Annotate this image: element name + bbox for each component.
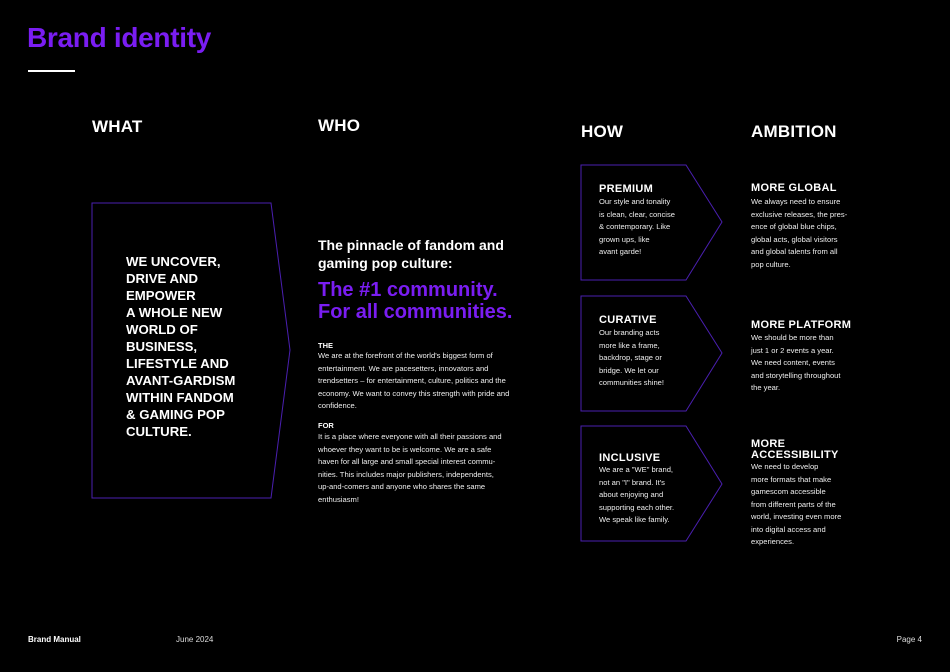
how-inclusive-text: We are a "WE" brand, not an "I" brand. It's about enjoying and supporting each other. We speak like family. [599, 465, 675, 524]
who-headline: The #1 community. For all communities. [318, 279, 513, 323]
ambition-platform-text: We should be more than just 1 or 2 events a year. We need content, events and storytelling throughout the year. [751, 333, 841, 392]
who-for-text: It is a place where everyone with all their passions and whoever they want to be is welcome. We are a safe haven for all large and small special interest commu- nities. This includes major publishers, independents, up-and-comers and anyone who shares the same enthusiasm! [318, 432, 502, 504]
how-curative-title: CURATIVE [599, 314, 657, 326]
footer-page-number: Page 4 [896, 635, 922, 644]
how-premium-text: Our style and tonality is clean, clear, concise & contemporary. Like grown ups, like avant garde! [599, 197, 675, 256]
what-statement: WE UNCOVER, DRIVE AND EMPOWER A WHOLE NEW WORLD OF BUSINESS, LIFESTYLE AND AVANT-GARDISM WITHIN FANDOM & GAMING POP CULTURE. [126, 254, 236, 439]
who-the-label: THE [318, 341, 333, 350]
ambition-accessibility-title: MORE ACCESSIBILITY [751, 438, 839, 461]
column-heading-who: WHO [318, 116, 361, 135]
ambition-global-title: MORE GLOBAL [751, 182, 837, 194]
who-lead: The pinnacle of fandom and gaming pop culture: [318, 237, 504, 271]
who-for-label: FOR [318, 421, 334, 430]
ambition-accessibility-text: We need to develop more formats that make gamescom accessible from different parts of the world, investing even more into digital access and experiences. [751, 462, 842, 546]
how-premium-title: PREMIUM [599, 183, 654, 195]
column-heading-how: HOW [581, 122, 624, 141]
ambition-platform-title: MORE PLATFORM [751, 319, 852, 331]
how-inclusive-title: INCLUSIVE [599, 452, 661, 464]
who-the-text: We are at the forefront of the world's biggest form of entertainment. We are pacesetters, innovators and trendsetters – for entertainment, culture, politics and the economy. We want to convey this strength with pride and confidence. [318, 351, 510, 410]
page-title: Brand identity [27, 22, 212, 53]
column-heading-what: WHAT [92, 117, 143, 136]
footer-manual: Brand Manual [28, 635, 81, 644]
column-heading-ambition: AMBITION [751, 122, 837, 141]
how-curative-text: Our branding acts more like a frame, backdrop, stage or bridge. We let our communities shine! [599, 328, 664, 387]
ambition-global-text: We always need to ensure exclusive releases, the pres- ence of global blue chips, global acts, global visitors and global talents from all pop culture. [751, 197, 848, 269]
footer-date: June 2024 [176, 635, 214, 644]
